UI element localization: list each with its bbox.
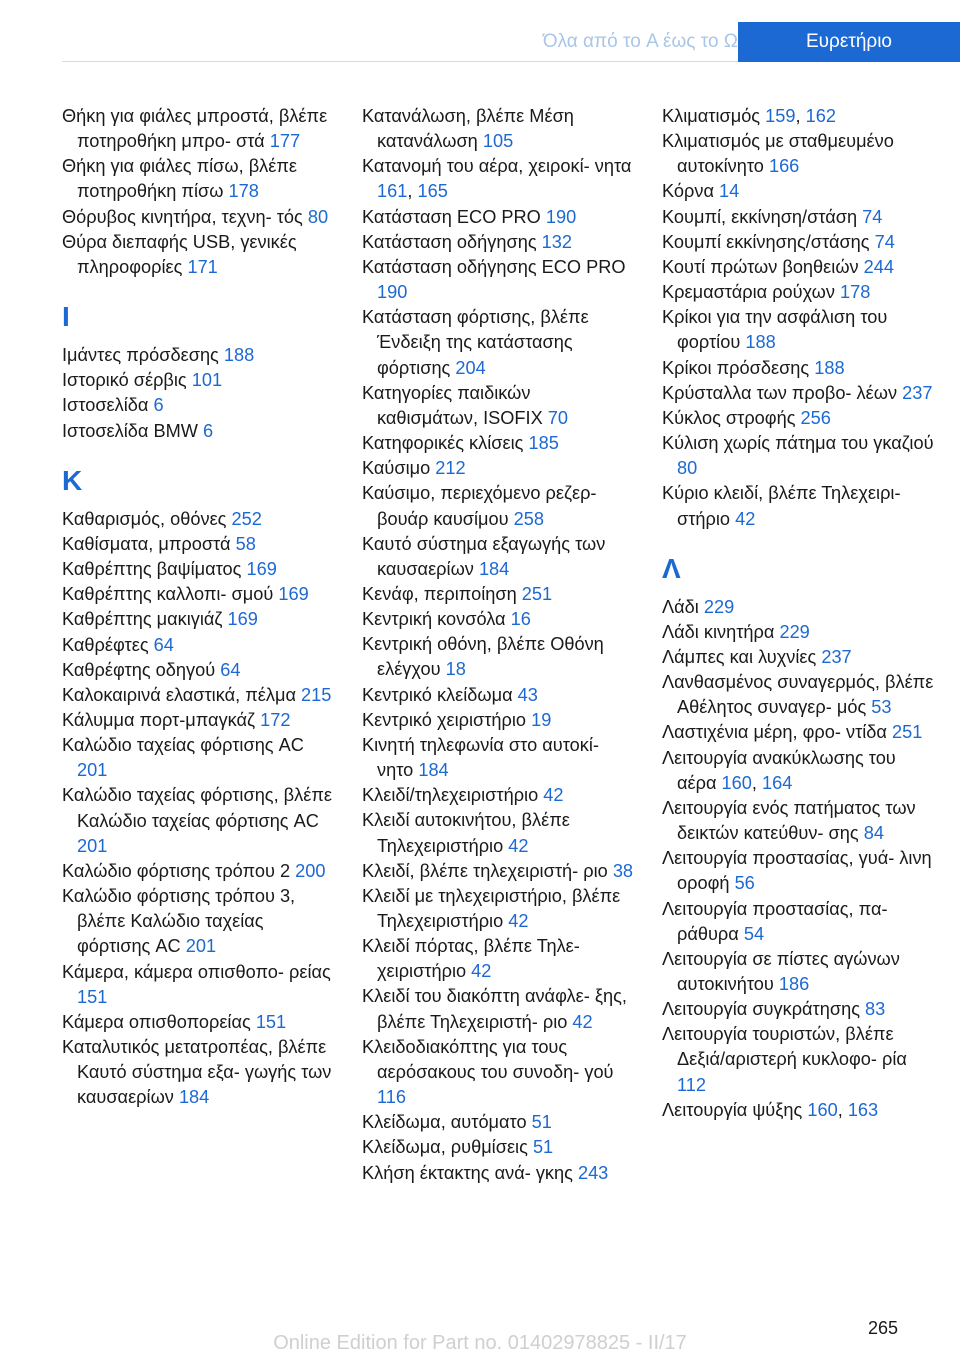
index-entry-term: Κατάσταση οδήγησης ECO PRO <box>362 256 626 277</box>
index-column-3 <box>662 104 934 1123</box>
page-link[interactable]: 229 <box>703 596 735 617</box>
page-link[interactable]: 169 <box>278 584 309 605</box>
page-link[interactable]: 101 <box>191 370 223 391</box>
index-entry <box>62 532 334 557</box>
index-entry <box>662 305 934 355</box>
index-entry-term: Κλειδί με τηλεχειριστήριο, βλέπε Τηλεχειριστήριο <box>362 885 621 931</box>
index-entry <box>662 720 934 745</box>
page-link[interactable]: 84 <box>863 823 884 844</box>
page-link[interactable]: 237 <box>821 646 852 667</box>
index-entry-term: Κεντρική οθόνη, βλέπε Οθόνη ελέγχου <box>362 634 604 680</box>
index-entry-term: Κλειδί, βλέπε τηλεχειριστή‐ ριο <box>362 860 608 881</box>
index-entry-term: Καύσιμο, περιεχόμενο ρεζερ‐ βουάρ καυσίμου <box>362 483 597 529</box>
index-entry <box>362 205 634 230</box>
page-link[interactable]: 163 <box>847 1099 879 1120</box>
page-link[interactable]: 105 <box>482 131 514 152</box>
index-entry-term: Κλιματισμός <box>662 106 761 126</box>
page-link[interactable]: 244 <box>863 256 895 277</box>
index-entry <box>62 884 334 959</box>
page-link[interactable]: 169 <box>227 609 258 630</box>
index-entry <box>662 897 934 947</box>
index-entry-term: Καθρέφτες <box>62 634 149 655</box>
index-entry <box>362 230 634 255</box>
index-entry <box>662 431 934 481</box>
index-entry-term: Κατηγορίες παιδικών καθισμάτων, ISOFIX <box>362 382 543 428</box>
page-link[interactable]: 204 <box>455 357 486 378</box>
page-link[interactable]: 80 <box>677 458 698 479</box>
page-link[interactable]: 229 <box>779 621 810 642</box>
index-entry: Λειτουργία ανακύκλωσης του αέρα 160, 164 <box>662 747 896 793</box>
index-entry-term: Λάμπες και λυχνίες <box>662 646 817 667</box>
index-entry <box>62 658 334 683</box>
page-link[interactable]: 53 <box>871 697 892 718</box>
index-entry <box>362 859 634 884</box>
index-entry-term: Κινητή τηλεφωνία στο αυτοκί‐ νητο <box>362 734 599 781</box>
index-entry-term: Κλειδί πόρτας, βλέπε Τηλε‐ χειριστήριο <box>362 936 580 982</box>
index-entry-term: Κλειδί/τηλεχειριστήριο <box>362 785 539 806</box>
index-entry-term: Κάμερα, κάμερα οπισθοπο‐ ρείας <box>62 961 331 982</box>
index-entry-term: Κουτί πρώτων βοηθειών <box>662 256 859 277</box>
page-link[interactable]: 161 <box>377 181 408 202</box>
page-link[interactable]: 132 <box>541 231 573 252</box>
page-link[interactable]: 185 <box>528 433 559 454</box>
page-link[interactable]: 184 <box>478 558 510 579</box>
index-entry <box>62 733 334 783</box>
page-link[interactable]: 184 <box>178 1087 210 1108</box>
page-link[interactable]: 54 <box>743 923 765 944</box>
page-link[interactable]: 6 <box>153 395 164 416</box>
index-entry <box>362 934 634 984</box>
index-entry-term: Κουμπί εκκίνησης/στάσης <box>662 231 870 252</box>
index-entry-term: Λειτουργία τουριστών, βλέπε Δεξιά/αριστερή κυκλοφο‐ ρία <box>662 1024 907 1070</box>
index-entry-term: Κάμερα οπισθοπορείας <box>62 1011 251 1032</box>
index-entry <box>62 230 334 280</box>
index-entry <box>62 154 334 204</box>
index-entry-term: Ιστοσελίδα BMW <box>62 420 198 441</box>
index-entry <box>62 708 334 733</box>
index-entry-term: Κύκλος στροφής <box>662 407 796 428</box>
page-link[interactable]: 14 <box>719 181 740 202</box>
index-column-1 <box>62 104 334 1110</box>
page-link[interactable]: 162 <box>805 106 836 126</box>
index-entry <box>662 846 934 896</box>
page-link[interactable]: 80 <box>307 206 329 227</box>
index-entry-term: Λαστιχένια μέρη, φρο‐ ντίδα <box>662 722 887 743</box>
page-link[interactable]: 16 <box>510 609 531 630</box>
index-entry <box>662 205 934 230</box>
header-divider <box>62 61 738 62</box>
index-entry <box>362 1035 634 1110</box>
page-link[interactable]: 51 <box>531 1112 552 1133</box>
index-entry <box>62 507 334 532</box>
index-entry <box>362 607 634 632</box>
index-entry <box>362 305 634 380</box>
index-entry <box>362 683 634 708</box>
index-entry <box>362 255 634 305</box>
page-link[interactable]: 200 <box>295 860 326 881</box>
index-entry-term: Καθρέφτης οδηγού <box>62 659 216 680</box>
index-entry <box>662 1022 934 1097</box>
page-link[interactable]: 42 <box>508 835 529 856</box>
index-entry <box>362 984 634 1034</box>
index-entry: Κλιματισμός 159, 162 <box>662 106 836 126</box>
index-entry-term: Κατάσταση φόρτισης, βλέπε Ένδειξη της κατάστασης φόρτισης <box>362 307 589 378</box>
page-link[interactable]: 19 <box>531 709 552 730</box>
index-entry <box>662 620 934 645</box>
index-entry <box>662 645 934 670</box>
index-entry-term: Κύλιση χωρίς πάτημα του γκαζιού <box>662 433 934 454</box>
page-link[interactable]: 177 <box>269 131 301 152</box>
page-link[interactable]: 172 <box>260 709 291 730</box>
page-link[interactable]: 116 <box>377 1087 406 1108</box>
page-link[interactable]: 43 <box>517 684 538 705</box>
index-entry-term: Κλείδωμα, αυτόματο <box>362 1112 527 1133</box>
index-entry <box>662 280 934 305</box>
index-entry-term: Ιστορικό σέρβις <box>62 370 187 391</box>
index-entry <box>62 368 334 393</box>
page-link[interactable]: 74 <box>874 231 895 252</box>
index-entry <box>62 343 334 368</box>
index-letter-heading: Ι <box>62 301 70 333</box>
index-entry-term: Κενάφ, περιποίηση <box>362 583 517 604</box>
page-link[interactable]: 178 <box>840 282 871 303</box>
page-link[interactable]: 184 <box>418 760 449 781</box>
index-entry-term: Λάδι <box>662 596 699 617</box>
page-link[interactable]: 258 <box>513 508 544 529</box>
index-entry-term: Καθρέπτης βαψίματος <box>62 559 242 580</box>
index-entry-term: Κατάσταση οδήγησης <box>362 231 537 252</box>
page-link[interactable]: 171 <box>187 256 218 277</box>
index-entry <box>362 733 634 783</box>
page-link[interactable]: 256 <box>800 407 831 428</box>
page-link[interactable]: 186 <box>778 974 810 994</box>
index-entry-term: Θήκη για φιάλες μπροστά, βλέπε ποτηροθήκη μπρο‐ στά <box>62 106 328 152</box>
page-link[interactable]: 190 <box>545 206 577 227</box>
index-entry-term: Καθρέπτης μακιγιάζ <box>62 609 223 630</box>
index-entry <box>62 859 334 884</box>
index-entry-term: Λειτουργία ανακύκλωσης του αέρα <box>662 747 896 793</box>
index-entry-term: Καλοκαιρινά ελαστικά, πέλμα <box>62 684 296 705</box>
index-entry <box>62 1035 334 1110</box>
index-entry-term: Κλειδί του διακόπτη ανάφλε‐ ξης, βλέπε Τηλεχειριστή‐ ριο <box>362 986 627 1032</box>
page-link[interactable]: 237 <box>902 382 933 403</box>
index-entry <box>362 884 634 934</box>
index-entry <box>62 419 334 444</box>
index-entry-term: Λειτουργία προστασίας, γυά‐ λινη οροφή <box>662 848 932 894</box>
index-entry <box>662 947 934 997</box>
page-link[interactable]: 252 <box>231 508 262 529</box>
index-entry <box>62 783 334 858</box>
index-entry <box>662 796 934 846</box>
page-link[interactable]: 151 <box>255 1011 287 1032</box>
index-entry-term: Λειτουργία σε πίστες αγώνων αυτοκινήτου <box>662 948 900 994</box>
page-link[interactable]: 190 <box>377 282 408 303</box>
index-entry-term: Κεντρικό κλείδωμα <box>362 684 513 705</box>
index-entry-term: Λάδι κινητήρα <box>662 621 775 642</box>
index-entry-term: Κατανομή του αέρα, χειροκί‐ νητα <box>362 156 632 177</box>
index-entry <box>362 456 634 481</box>
page-link[interactable]: 6 <box>203 420 214 441</box>
index-entry <box>662 997 934 1022</box>
index-entry-term: Κουμπί, εκκίνηση/στάση <box>662 206 858 227</box>
index-entry-term: Θήκη για φιάλες πίσω, βλέπε ποτηροθήκη πίσω <box>62 156 298 202</box>
index-entry-term: Κλειδοδιακόπτης για τους αερόσακους του συνοδη‐ γού <box>362 1036 614 1082</box>
index-entry <box>662 230 934 255</box>
page-link[interactable]: 215 <box>301 684 332 705</box>
index-entry-term: Κόρνα <box>662 181 714 202</box>
index-entry-term: Λανθασμένος συναγερμός, βλέπε Αθέλητος συναγερ‐ μός <box>662 672 934 718</box>
index-entry-term: Κατανάλωση, βλέπε Μέση κατανάλωση <box>362 106 574 152</box>
page-link[interactable]: 56 <box>734 873 755 894</box>
index-column-2 <box>362 104 634 1186</box>
index-entry <box>362 532 634 582</box>
index-entry <box>662 670 934 720</box>
index-entry-term: Θόρυβος κινητήρα, τεχνη‐ τός <box>62 206 303 227</box>
index-entry-term: Κλειδί αυτοκινήτου, βλέπε Τηλεχειριστήριο <box>362 810 570 856</box>
page-link[interactable]: 251 <box>892 722 923 743</box>
page-link[interactable]: 188 <box>814 357 845 378</box>
index-entry-term: Θύρα διεπαφής USB, γενικές πληροφορίες <box>62 231 297 277</box>
index-entry <box>62 104 334 154</box>
index-entry-term: Λειτουργία ενός πατήματος των δεικτών κατεύθυν‐ σης <box>662 797 916 844</box>
index-entry <box>62 582 334 607</box>
index-entry <box>662 406 934 431</box>
page-link[interactable]: 42 <box>572 1011 593 1032</box>
page-link[interactable]: 201 <box>77 760 108 781</box>
index-tab[interactable]: Ευρετήριο <box>738 22 960 62</box>
page-link[interactable]: 64 <box>153 634 174 655</box>
index-entry <box>362 582 634 607</box>
index-entry-term: Λειτουργία προστασίας, πα‐ ράθυρα <box>662 898 888 944</box>
page-link[interactable]: 42 <box>735 508 756 529</box>
page-link[interactable]: 151 <box>77 986 108 1007</box>
index-entry <box>62 633 334 658</box>
page-link[interactable]: 166 <box>768 156 800 177</box>
index-entry-term: Καλώδιο φόρτισης τρόπου 3, βλέπε Καλώδιο ταχείας φόρτισης AC <box>62 886 296 957</box>
page-link[interactable]: 160 <box>721 772 752 793</box>
index-entry <box>62 960 334 1010</box>
index-entry-term: Ιστοσελίδα <box>62 395 149 416</box>
index-entry-term: Λειτουργία συγκράτησης <box>662 999 860 1020</box>
index-entry-term: Κατηφορικές κλίσεις <box>362 433 524 454</box>
index-entry-term: Καθαρισμός, οθόνες <box>62 508 227 529</box>
page-link[interactable]: 164 <box>762 772 793 793</box>
index-entry-term: Καύσιμο <box>362 458 431 479</box>
index-entry-term: Ιμάντες πρόσδεσης <box>62 345 219 366</box>
page-link[interactable]: 74 <box>862 206 883 227</box>
footer-edition-note: Online Edition for Part no. 01402978825 - II/17 <box>273 1332 687 1354</box>
index-entry <box>362 632 634 682</box>
index-entry-term: Καθίσματα, μπροστά <box>62 533 231 554</box>
index-entry <box>662 356 934 381</box>
index-entry-term: Κεντρικό χειριστήριο <box>362 709 527 730</box>
index-entry: Λειτουργία ψύξης 160, 163 <box>662 1099 879 1120</box>
index-entry <box>62 393 334 418</box>
index-entry-term: Καυτό σύστημα εξαγωγής των καυσαερίων <box>362 533 606 579</box>
section-title: Όλα από το A έως το Ω <box>542 31 738 52</box>
index-entry <box>62 607 334 632</box>
index-entry <box>62 683 334 708</box>
page-link[interactable]: 201 <box>185 936 217 957</box>
index-entry-term: Καλώδιο φόρτισης τρόπου 2 <box>62 860 291 881</box>
page-link[interactable]: 112 <box>677 1074 706 1095</box>
page-link[interactable]: 18 <box>445 659 466 680</box>
page-link[interactable]: 58 <box>235 533 256 554</box>
index-entry-term: Καθρέπτης καλλοπι‐ σμού <box>62 584 274 605</box>
page-header <box>0 22 960 62</box>
index-entry <box>362 104 634 154</box>
index-entry-term: Κατάσταση ECO PRO <box>362 206 541 227</box>
index-entry <box>362 481 634 531</box>
index-entry-term: Κύριο κλειδί, βλέπε Τηλεχειρι‐ στήριο <box>662 483 901 529</box>
index-entry <box>362 708 634 733</box>
page-link[interactable]: 42 <box>543 785 564 806</box>
page-link[interactable]: 159 <box>765 106 796 126</box>
page-link[interactable]: 83 <box>865 999 886 1020</box>
index-entry <box>362 1161 634 1186</box>
page-link[interactable]: 212 <box>435 458 466 479</box>
page-link[interactable]: 169 <box>246 559 277 580</box>
index-entry <box>62 557 334 582</box>
page-link[interactable]: 51 <box>532 1137 554 1158</box>
page-link[interactable]: 64 <box>220 659 241 680</box>
index-entry <box>662 129 934 179</box>
index-entry <box>362 1135 634 1160</box>
page-link[interactable]: 42 <box>508 911 529 931</box>
index-entry-term: Καλώδιο ταχείας φόρτισης AC <box>62 735 304 756</box>
index-entry <box>662 481 934 531</box>
index-entry <box>362 783 634 808</box>
index-entry <box>362 1110 634 1135</box>
index-letter-heading: Κ <box>62 464 83 496</box>
index-entry <box>362 808 634 858</box>
index-entry-term: Κλιματισμός με σταθμευμένο αυτοκίνητο <box>662 131 894 177</box>
index-entry <box>662 381 934 406</box>
page-link[interactable]: 188 <box>745 332 776 353</box>
index-entry: Κατανομή του αέρα, χειροκί‐ νητα 161, 165 <box>362 156 632 202</box>
index-entry <box>662 595 934 620</box>
index-entry-term: Κρίκοι πρόσδεσης <box>662 357 810 378</box>
index-entry-term: Κρύσταλλα των προβο‐ λέων <box>662 382 898 403</box>
page-link[interactable]: 243 <box>577 1162 609 1183</box>
index-entry <box>62 1010 334 1035</box>
page-link[interactable]: 165 <box>417 181 448 202</box>
index-entry <box>662 179 934 204</box>
page-number: 265 <box>867 1318 898 1338</box>
index-entry-term: Κρίκοι για την ασφάλιση του φορτίου <box>662 307 888 353</box>
index-entry-term: Λειτουργία ψύξης <box>662 1099 803 1120</box>
page-link[interactable]: 42 <box>471 961 492 982</box>
index-letter-heading: Λ <box>662 552 681 584</box>
index-entry <box>62 205 334 230</box>
index-entry-term: Καλώδιο ταχείας φόρτισης, βλέπε Καλώδιο ταχείας φόρτισης AC <box>62 785 332 831</box>
index-entry-term: Κλείδωμα, ρυθμίσεις <box>362 1137 528 1158</box>
index-entry <box>362 381 634 431</box>
page-link[interactable]: 38 <box>612 860 634 881</box>
index-entry-term: Κλήση έκτακτης ανά‐ γκης <box>362 1162 573 1183</box>
index-entry-term: Καταλυτικός μετατροπέας, βλέπε Καυτό σύστημα εξα‐ γωγής των καυσαερίων <box>62 1037 332 1108</box>
page-link[interactable]: 188 <box>223 345 255 366</box>
page-link[interactable]: 178 <box>228 181 259 202</box>
index-entry-term: Κρεμαστάρια ρούχων <box>662 282 835 303</box>
index-entry <box>362 431 634 456</box>
page-link[interactable]: 70 <box>547 407 569 428</box>
page-link[interactable]: 251 <box>521 583 553 604</box>
page-link[interactable]: 201 <box>77 835 108 856</box>
index-entry <box>662 255 934 280</box>
index-entry-term: Κάλυμμα πορτ-μπαγκάζ <box>62 709 256 730</box>
page-link[interactable]: 160 <box>807 1099 838 1120</box>
index-entry-term: Κεντρική κονσόλα <box>362 609 506 630</box>
